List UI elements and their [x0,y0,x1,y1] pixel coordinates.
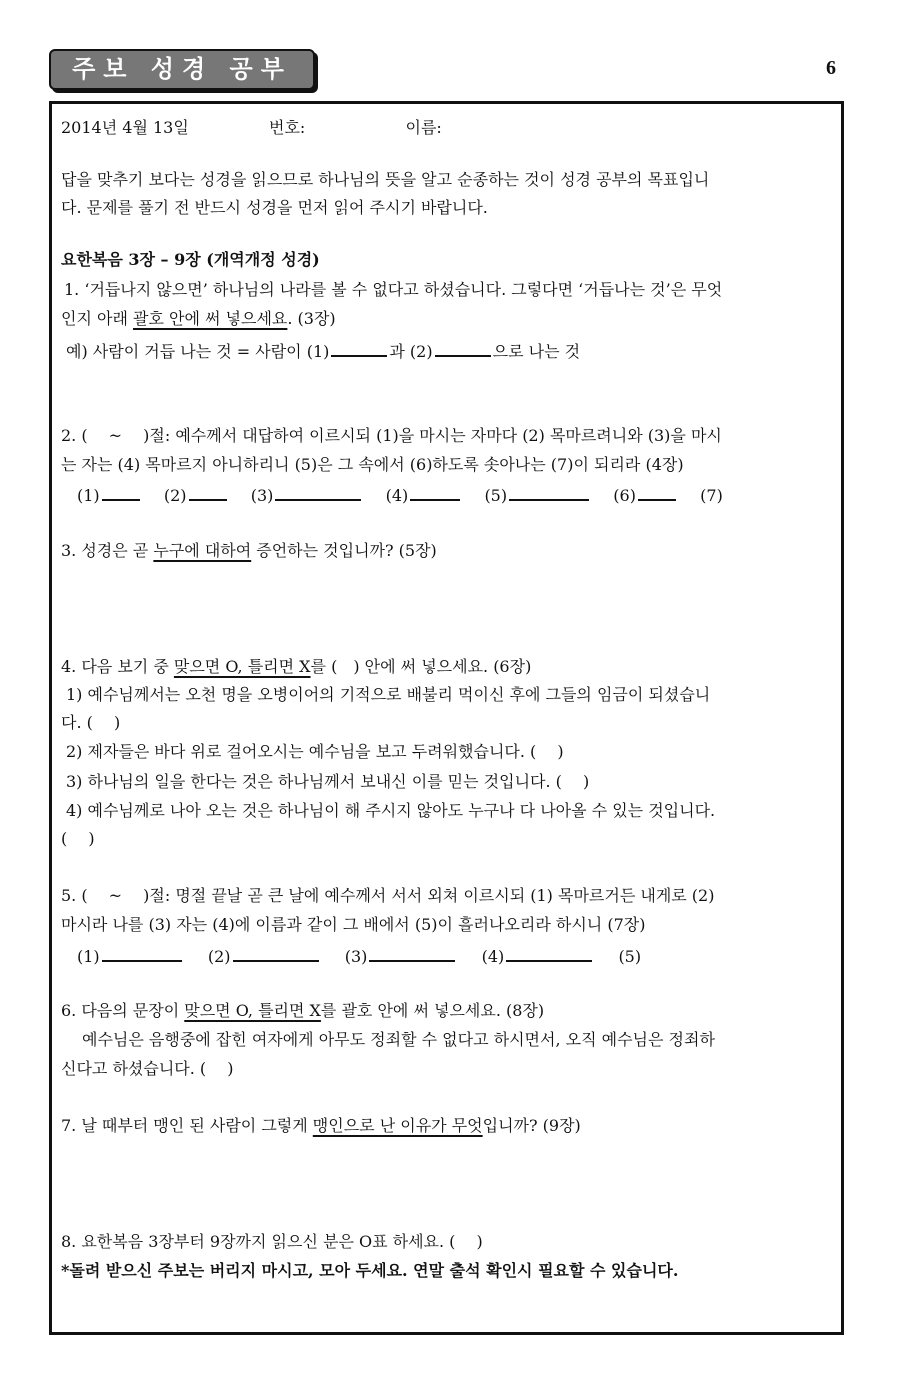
page-title-badge: 주보 성경 공부 [49,49,315,90]
q6-text: 6. 다음의 문장이 [61,1001,185,1020]
q1-example-text: 과 (2) [389,342,433,361]
blank-label: (7) [700,486,723,505]
q5-blanks [77,942,641,969]
blank-label: (5) [484,486,508,505]
q4-underlined: 맞으면 O, 틀리면 X [173,657,311,676]
blank-label: (1) [77,947,100,966]
q5-line2: 마시라 나를 (3) 자는 (4)에 이름과 같이 그 배에서 (5)이 흘러나오리라 하시니 (7장) [61,915,646,934]
q1-text: 인지 아래 [61,309,133,328]
q1-line1: 1. ‘거듭나지 않으면’ 하나님의 나라를 볼 수 없다고 하셨습니다. 그렇다면 ‘거듭나는 것’은 무엇 [64,280,723,299]
q4-item: 1) 예수님께서는 오천 명을 오병이어의 기적으로 배불리 먹이신 후에 그들의 임금이 되셨습니 [66,685,711,704]
blank-label: (4) [481,947,505,966]
q1-underlined: 괄호 안에 써 넣으세요 [133,309,288,328]
name-label: 이름: [405,118,442,137]
answer-blank[interactable] [410,481,460,501]
blank-label: (4) [385,486,409,505]
q1-line2 [61,307,336,331]
q7-line [61,1114,581,1138]
q4-item: 다. ( ) [61,713,121,732]
blank-label: (6) [613,486,636,505]
intro-line: 다. 문제를 풀기 전 반드시 성경을 먼저 읽어 주시기 바랍니다. [61,198,488,217]
blank-label: (2) [163,486,187,505]
q6-underlined: 맞으면 O, 틀리면 X [184,1001,321,1020]
q4-item: ( ) [61,829,95,848]
q6-line3: 신다고 하셨습니다. ( ) [61,1059,234,1078]
q2-line2: 는 자는 (4) 목마르지 아니하리니 (5)은 그 속에서 (6)하도록 솟아나는 (7)이 되리라 (4장) [61,455,684,474]
q1-text: . (3장) [287,309,336,328]
q7-underlined: 맹인으로 난 이유가 무엇 [312,1116,483,1135]
answer-blank[interactable] [102,942,182,962]
meta-line [61,116,442,140]
q3-underlined: 누구에 대하여 [153,541,252,560]
q3-text: 3. 성경은 곧 [61,541,154,560]
q4-line [61,655,531,679]
intro-line: 답을 맞추기 보다는 성경을 읽으므로 하나님의 뜻을 알고 순종하는 것이 성경 공부의 목표입니 [61,170,710,189]
q4-text: 4. 다음 보기 중 [61,657,174,676]
page-number: 6 [826,57,836,79]
answer-blank[interactable] [102,481,140,501]
q6-line2: 예수님은 음행중에 잡힌 여자에게 아무도 정죄할 수 없다고 하시면서, 오직 예수님은 정죄하 [82,1030,715,1049]
q4-text: 를 ( ) 안에 써 넣으세요. (6장) [310,657,532,676]
answer-blank[interactable] [331,337,387,357]
q7-text: 입니까? (9장) [482,1116,581,1135]
answer-blank[interactable] [435,337,491,357]
blank-label: (3) [250,486,274,505]
date: 2014년 4월 13일 [61,118,189,137]
answer-blank[interactable] [509,481,589,501]
number-label: 번호: [269,118,306,137]
q8-line: 8. 요한복음 3장부터 9장까지 읽으신 분은 O표 하세요. ( ) [61,1232,483,1251]
q6-line1 [61,999,544,1023]
q2-line1: 2. ( ~ )절: 예수께서 대답하여 이르시되 (1)을 마시는 자마다 (2) 목마르려니와 (3)을 마시 [61,426,722,445]
q3-line [61,539,437,563]
q2-blanks [77,481,723,508]
answer-blank[interactable] [189,481,227,501]
q1-example-text: 으로 나는 것 [492,342,581,361]
q1-example-text: 예) 사람이 거듭 나는 것 = 사람이 (1) [66,342,330,361]
section-title: 요한복음 3장 – 9장 (개역개정 성경) [61,250,320,269]
q4-item: 2) 제자들은 바다 위로 걸어오시는 예수님을 보고 두려워했습니다. ( ) [66,742,564,761]
q5-line1: 5. ( ~ )절: 명절 끝날 곧 큰 날에 예수께서 서서 외쳐 이르시되 (1) 목마르거든 내게로 (2) [61,886,715,905]
q7-text: 7. 날 때부터 맹인 된 사람이 그렇게 [61,1116,313,1135]
footer-note: *돌려 받으신 주보는 버리지 마시고, 모아 두세요. 연말 출석 확인시 필요할 수 있습니다. [61,1261,679,1280]
answer-blank[interactable] [638,481,676,501]
blank-label: (1) [77,486,100,505]
q3-text: 증언하는 것입니까? (5장) [251,541,437,560]
blank-label: (5) [618,947,642,966]
answer-blank[interactable] [369,942,455,962]
blank-label: (3) [344,947,368,966]
answer-blank[interactable] [233,942,319,962]
blank-label: (2) [207,947,231,966]
q4-item: 3) 하나님의 일을 한다는 것은 하나님께서 보내신 이를 믿는 것입니다. ( ) [66,772,590,791]
answer-blank[interactable] [275,481,361,501]
q4-item: 4) 예수님께로 나아 오는 것은 하나님이 해 주시지 않아도 누구나 다 나아올 수 있는 것입니다. [66,801,716,820]
q6-text: 를 괄호 안에 써 넣으세요. (8장) [320,1001,545,1020]
answer-blank[interactable] [506,942,592,962]
q1-example [66,337,580,364]
